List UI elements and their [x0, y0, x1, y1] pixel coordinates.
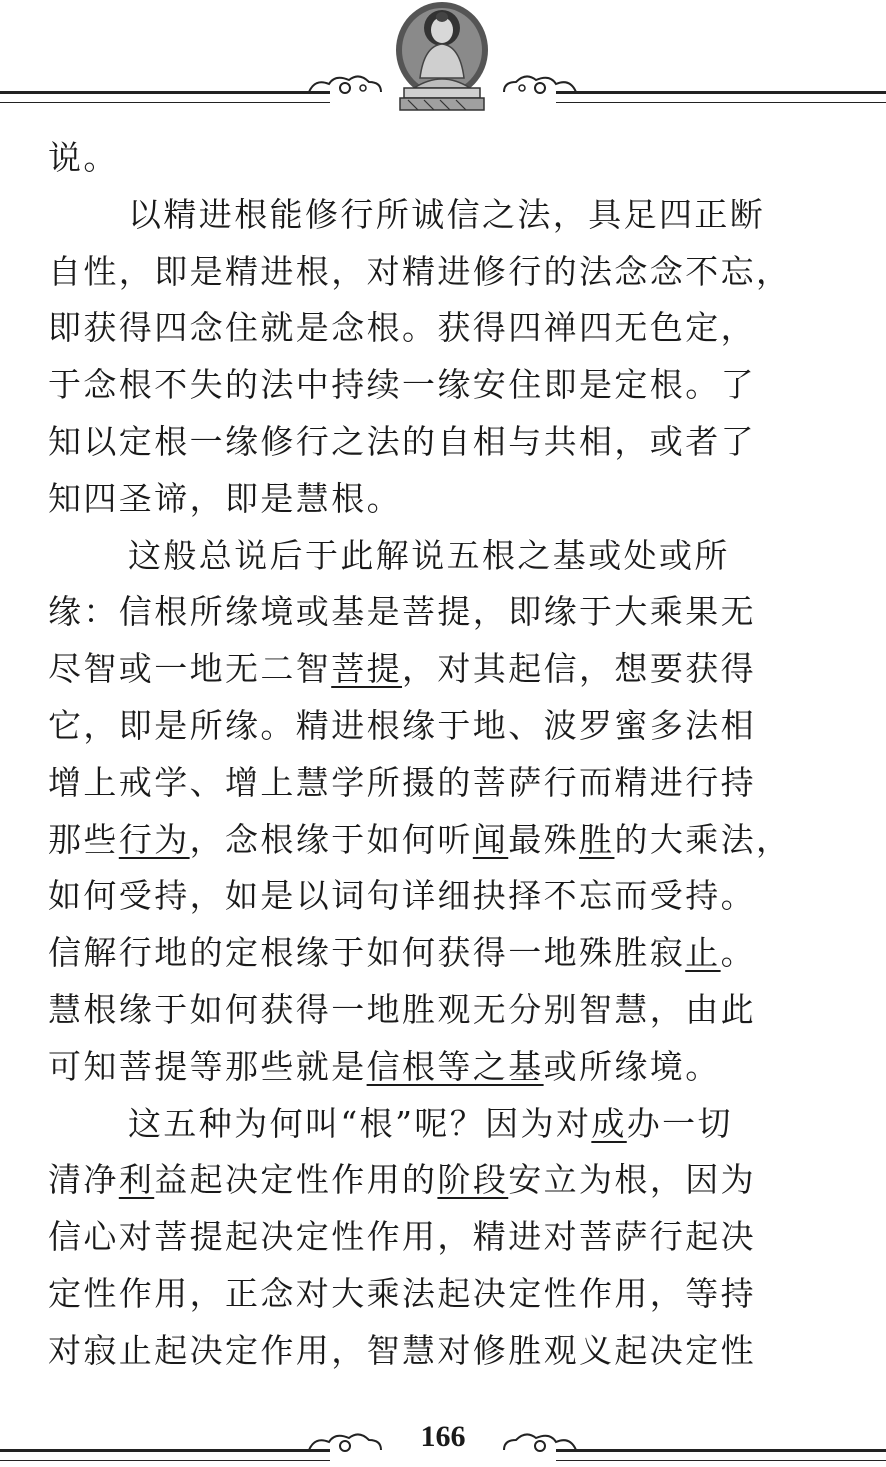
underlined-text: 菩提 [331, 649, 403, 689]
text-run: 自性，即是精进根，对精进修行的法念念不忘， [48, 251, 792, 291]
text-run: 知四圣谛，即是慧根。 [48, 478, 402, 518]
text-line [48, 1039, 840, 1096]
text-run: 说。 [48, 138, 119, 177]
underlined-text: 利 [118, 1160, 155, 1200]
text-line [48, 1096, 840, 1153]
text-run: 于念根不失的法中持续一缘安住即是定根。了 [48, 365, 756, 405]
text-run: 慧根缘于如何获得一地胜观无分别智慧，由此 [48, 989, 756, 1029]
header-rule-right [556, 91, 886, 103]
text-run: 益起决定性作用的 [154, 1160, 438, 1200]
cloud-ornament-right-icon [500, 70, 580, 100]
text-run: ，对其起信，想要获得 [402, 649, 757, 689]
text-line [48, 130, 840, 187]
text-run: 信心对菩提起决定性作用，精进对菩萨行起决 [48, 1217, 756, 1257]
text-line [48, 1266, 840, 1323]
text-run: 缘：信根所缘境或基是菩提，即缘于大乘果无 [48, 592, 756, 632]
underlined-text: 行为 [118, 819, 190, 859]
text-line [48, 187, 840, 244]
body-text [48, 130, 840, 1380]
text-line [48, 584, 840, 641]
footer-cloud-left-icon [305, 1428, 385, 1458]
text-line [48, 1323, 840, 1380]
header-rule-left [0, 91, 330, 103]
text-run: 最殊 [508, 819, 580, 859]
footer-rule-right [556, 1449, 886, 1461]
underlined-text: 成 [591, 1103, 627, 1143]
text-run: 如何受持，如是以词句详细抉择不忘而受持。 [48, 876, 756, 916]
text-run: 以精进根能修行所诚信之法，具足四正断 [128, 194, 766, 234]
underlined-text: 闻 [472, 819, 509, 859]
text-run: 信解行地的定根缘于如何获得一地殊胜寂 [48, 933, 686, 973]
text-run: 那些 [48, 819, 119, 859]
text-line [48, 812, 840, 869]
text-run: ，念根缘于如何听 [189, 819, 473, 859]
text-run: 这般总说后于此解说五根之基或处或所 [128, 535, 730, 575]
underlined-text: 阶段 [437, 1160, 509, 1200]
text-line [48, 471, 840, 528]
buddha-emblem-icon [390, 0, 494, 112]
page-number: 166 [420, 1420, 466, 1453]
text-line [48, 868, 840, 925]
underlined-text: 胜 [579, 819, 615, 859]
text-run: 清净 [48, 1160, 119, 1200]
text-run: 定性作用，正念对大乘法起决定性作用，等持 [48, 1273, 756, 1313]
text-line [48, 1209, 840, 1266]
text-run: 增上戒学、增上慧学所摄的菩萨行而精进行持 [48, 762, 756, 802]
text-line [48, 244, 840, 301]
text-run: 知以定根一缘修行之法的自相与共相，或者了 [48, 421, 756, 461]
underlined-text: 信根等之基 [366, 1046, 544, 1086]
footer-rule-left [0, 1449, 330, 1461]
text-run: 对寂止起决定作用，智慧对修胜观义起决定性 [48, 1330, 756, 1370]
text-run: 安立为根，因为 [508, 1160, 757, 1200]
text-line [48, 1152, 840, 1209]
text-run: 它，即是所缘。精进根缘于地、波罗蜜多法相 [48, 705, 756, 745]
underlined-text: 止 [685, 933, 721, 973]
text-line [48, 925, 840, 982]
cloud-ornament-left-icon [305, 70, 385, 100]
text-line [48, 357, 840, 414]
text-run: 尽智或一地无二智 [48, 649, 332, 689]
text-line [48, 698, 840, 755]
text-run: 可知菩提等那些就是 [48, 1046, 367, 1086]
text-run: 或所缘境。 [543, 1046, 721, 1086]
text-run: 办一切 [626, 1103, 733, 1143]
text-line [48, 982, 840, 1039]
footer-cloud-right-icon [500, 1428, 580, 1458]
text-line [48, 755, 840, 812]
text-run: 的大乘法， [614, 819, 792, 859]
text-run: 即获得四念住就是念根。获得四禅四无色定， [48, 308, 756, 348]
text-run: 。 [720, 933, 757, 973]
text-run: 这五种为何叫“根”呢？因为对 [128, 1103, 592, 1143]
text-line [48, 528, 840, 585]
text-line [48, 641, 840, 698]
text-line [48, 300, 840, 357]
text-line [48, 414, 840, 471]
